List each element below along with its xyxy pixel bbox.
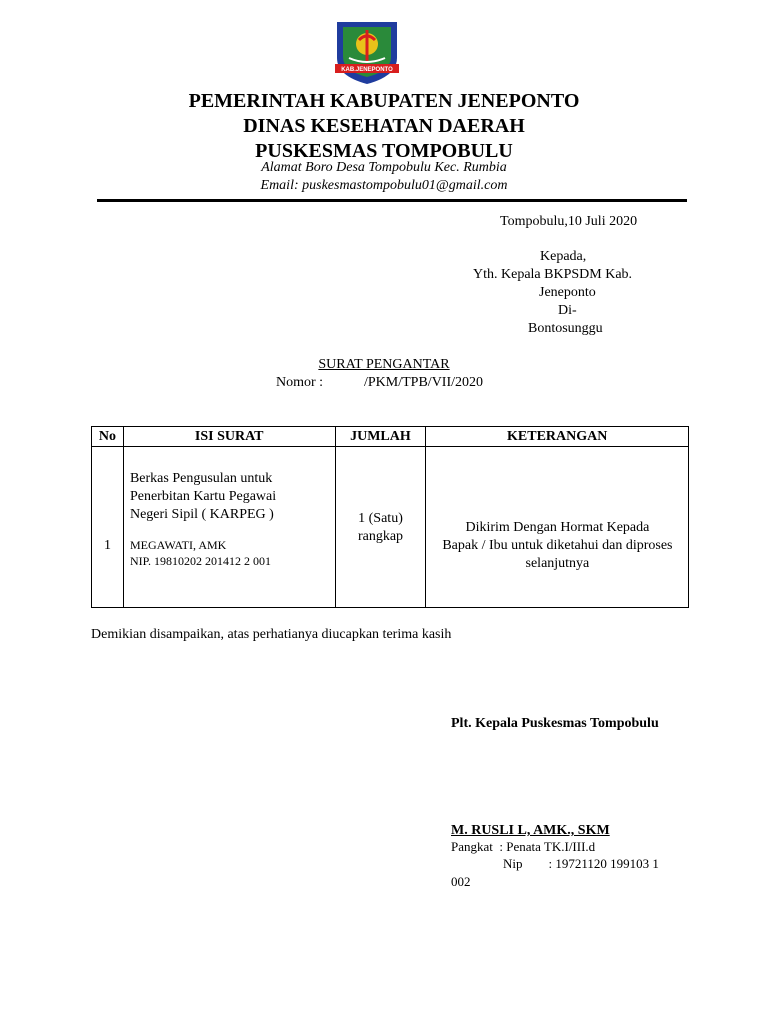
table-header-row — [92, 427, 689, 447]
signature-nip-cont: 002 — [451, 874, 471, 889]
table-row — [92, 447, 689, 608]
isi-nip: NIP. 19810202 201412 2 001 — [129, 554, 271, 568]
header-line1: PEMERINTAH KABUPATEN JENEPONTO — [188, 90, 580, 112]
signature-name: M. RUSLI L, AMK., SKM — [451, 823, 610, 838]
nomor-label: Nomor : — [276, 375, 324, 390]
recipient-di: Di- — [558, 303, 577, 318]
header-line3: PUSKESMAS TOMPOBULU — [255, 140, 513, 162]
signature-pangkat: Pangkat : Penata TK.I/III.d — [451, 839, 596, 854]
isi-line2: Penerbitan Kartu Pegawai — [129, 489, 277, 504]
header-email: Email: puskesmastompobulu01@gmail.com — [260, 178, 508, 193]
col-isi-header: ISI SURAT — [123, 427, 335, 447]
recipient-city: Jeneponto — [539, 285, 596, 300]
recipient-place: Bontosunggu — [528, 321, 603, 336]
logo-banner-text: KAB.JENEPONTO — [341, 67, 393, 73]
nomor-value: /PKM/TPB/VII/2020 — [364, 375, 484, 390]
header-divider — [97, 199, 687, 202]
header-address: Alamat Boro Desa Tompobulu Kec. Rumbia — [261, 160, 507, 175]
letter-table — [91, 426, 689, 608]
jeneponto-logo — [331, 18, 403, 86]
ket-line3: selanjutnya — [525, 556, 590, 571]
col-keterangan-header: KETERANGAN — [426, 427, 689, 447]
row-no: 1 — [104, 538, 111, 553]
isi-line1: Berkas Pengusulan untuk — [129, 471, 273, 486]
letter-date: Tompobulu,10 Juli 2020 — [500, 214, 638, 229]
ket-line2: Bapak / Ibu untuk diketahui dan diproses — [442, 538, 673, 553]
header-line2: DINAS KESEHATAN DAERAH — [243, 115, 525, 137]
letter-title: SURAT PENGANTAR — [318, 357, 450, 372]
signature-nip: Nip : 19721120 199103 1 — [503, 856, 659, 871]
col-jumlah-header: JUMLAH — [335, 427, 426, 447]
isi-name: MEGAWATI, AMK — [129, 538, 227, 552]
recipient-yth: Yth. Kepala BKPSDM Kab. — [473, 267, 633, 282]
signature-position: Plt. Kepala Puskesmas Tompobulu — [451, 716, 659, 731]
jumlah-line1: 1 (Satu) — [358, 511, 403, 526]
isi-line3: Negeri Sipil ( KARPEG ) — [129, 507, 274, 522]
ket-line1: Dikirim Dengan Hormat Kepada — [465, 520, 650, 535]
jumlah-line2: rangkap — [357, 529, 404, 544]
recipient-kepada: Kepada, — [540, 249, 587, 264]
col-no-header: No — [92, 427, 124, 447]
closing-text: Demikian disampaikan, atas perhatianya diucapkan terima kasih — [91, 627, 452, 642]
